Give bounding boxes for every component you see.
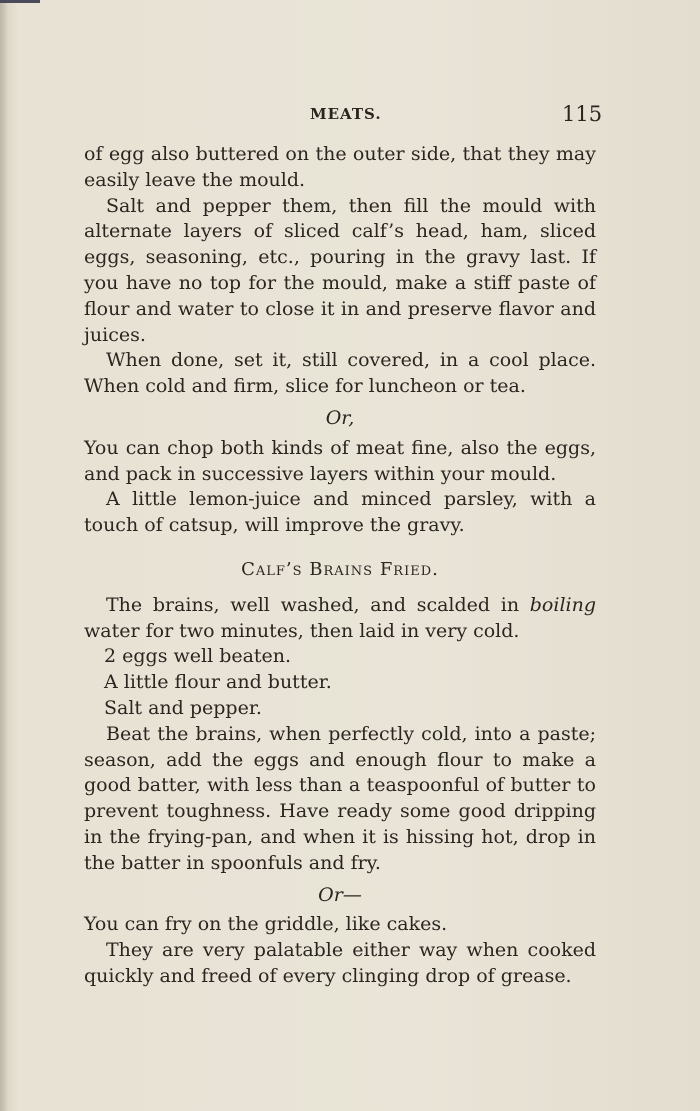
paragraph-lemon-juice: A little lemon-juice and minced parsley, with a touch of catsup, will improve the gravy. <box>84 488 596 537</box>
running-header <box>0 102 700 126</box>
paragraph-method: Beat the brains, when perfectly cold, into a paste; season, add the eggs and enough flour to make a good batter, with less than a teaspoonful of butter to prevent toughness. Have ready some good dripping in the frying-pan, and when it is hissing hot, drop in the batter in spoonfuls and fry. <box>84 722 596 874</box>
italic-word: boiling <box>529 593 596 616</box>
text-span: The brains, well washed, and scalded in <box>106 593 530 616</box>
paragraph-continuation: of egg also buttered on the outer side, that they may easily leave the mould. <box>84 143 596 191</box>
paragraph-griddle: You can fry on the griddle, like cakes. <box>84 913 448 936</box>
paragraph-chop: You can chop both kinds of meat fine, also the eggs, and pack in successive layers within your mould. <box>84 436 596 485</box>
paragraph-brains-washed <box>84 593 596 645</box>
page-number: 115 <box>562 102 603 126</box>
alternative-heading: Or, <box>325 406 355 429</box>
ingredient-item: 2 eggs well beaten. <box>104 645 292 668</box>
paragraph-salt-pepper: Salt and pepper them, then fill the mould with alternate layers of sliced calf’s head, ham, sliced eggs, seasoning, etc., pouring in the gravy last. If you have no top for the mould, make a stiff paste of flour and water to close it in and preserve flavor and juices. <box>84 194 596 346</box>
body-text <box>84 142 596 990</box>
ingredient-item: Salt and pepper. <box>104 696 262 719</box>
paragraph-palatable: They are very palatable either way when cooked quickly and freed of every clinging drop of grease. <box>84 939 596 987</box>
paragraph-when-done: When done, set it, still covered, in a cool place. When cold and firm, slice for luncheon or tea. <box>84 349 596 398</box>
alternative-heading: Or— <box>318 883 362 906</box>
recipe-title: Calf’s Brains Fried. <box>241 558 439 580</box>
text-span: water for two minutes, then laid in very cold. <box>84 619 520 642</box>
scan-edge-mark <box>0 0 40 3</box>
ingredient-item: A little flour and butter. <box>104 671 332 694</box>
running-title: MEATS. <box>310 105 382 123</box>
page-gutter-shadow <box>0 0 8 1111</box>
